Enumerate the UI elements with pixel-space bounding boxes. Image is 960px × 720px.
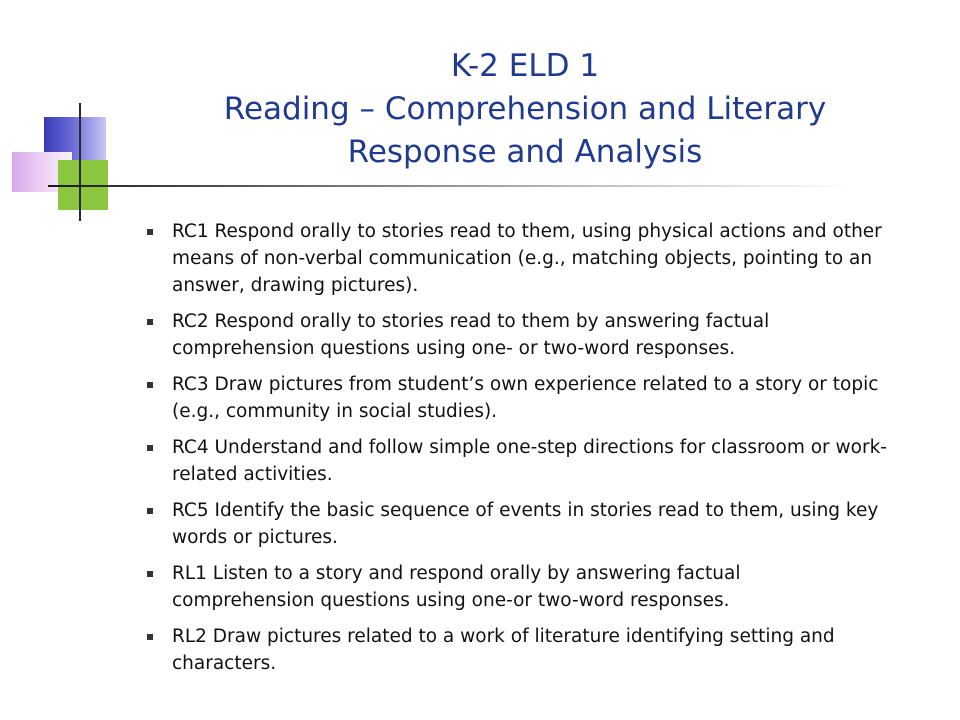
bullet-square-icon: [147, 382, 153, 388]
list-item-text: RC5 Identify the basic sequence of events in stories read to them, using key words or pictures.: [172, 500, 879, 548]
decorative-vertical-line: [79, 103, 81, 221]
list-item: [147, 218, 887, 299]
standards-list: [147, 218, 887, 686]
list-item-text: RL2 Draw pictures related to a work of literature identifying setting and characters.: [172, 626, 835, 674]
bullet-square-icon: [147, 229, 153, 235]
title-line-3: Response and Analysis: [347, 134, 703, 170]
slide-title: [150, 45, 900, 174]
title-divider-line: [48, 185, 858, 187]
bullet-square-icon: [147, 634, 153, 640]
list-item: [147, 308, 887, 362]
bullet-square-icon: [147, 319, 153, 325]
list-item-text: RC3 Draw pictures from student’s own experience related to a story or topic (e.g., community in social studies).: [172, 374, 879, 422]
bullet-square-icon: [147, 445, 153, 451]
list-item: [147, 623, 887, 677]
list-item-text: RC2 Respond orally to stories read to them by answering factual comprehension questions using one- or two-word responses.: [172, 311, 770, 359]
bullet-square-icon: [147, 508, 153, 514]
title-line-1: K-2 ELD 1: [450, 48, 600, 84]
list-item: [147, 371, 887, 425]
bullet-square-icon: [147, 571, 153, 577]
list-item: [147, 497, 887, 551]
title-line-2: Reading – Comprehension and Literary: [223, 91, 827, 127]
list-item-text: RC4 Understand and follow simple one-step directions for classroom or work-related activities.: [172, 437, 887, 485]
list-item: [147, 434, 887, 488]
list-item-text: RL1 Listen to a story and respond orally by answering factual comprehension questions using one-or two-word responses.: [172, 563, 741, 611]
list-item: [147, 560, 887, 614]
list-item-text: RC1 Respond orally to stories read to them, using physical actions and other means of non-verbal communication (e.g., matching objects, pointing to an answer, drawing pictures).: [172, 221, 882, 296]
